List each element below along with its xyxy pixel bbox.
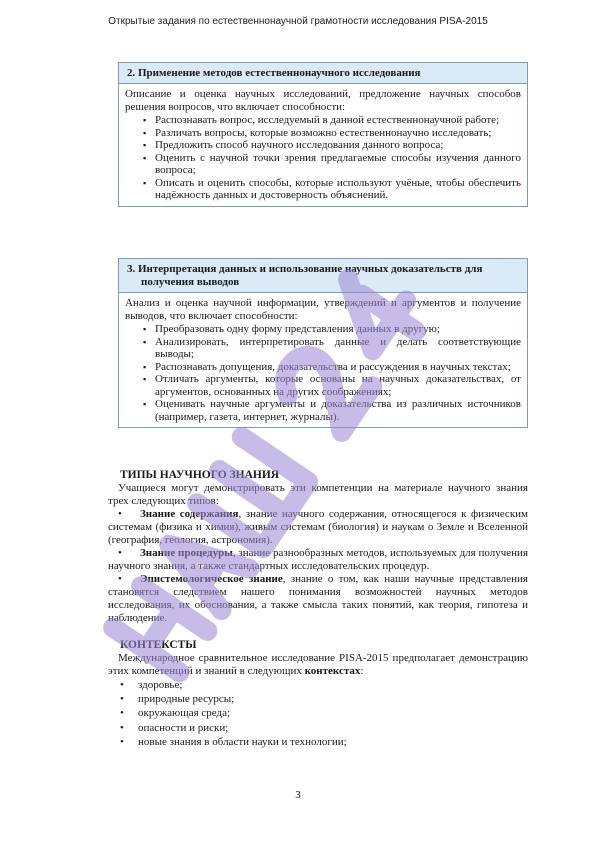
bullet: • <box>118 573 122 585</box>
list-item: ▪ Предложить способ научного исследования данного вопроса; <box>125 139 521 152</box>
bullet: • <box>118 547 122 559</box>
list-item: ▪ Оценивать научные аргументы и доказательства из различных источников (например, газета, интернет, журналы). <box>125 398 521 423</box>
contexts-section <box>108 639 528 749</box>
list-item: • новые знания в области науки и технологии; <box>108 735 528 749</box>
list-item: • здоровье; <box>108 678 528 692</box>
section-intro: Учащиеся могут демонстрировать эти компетенции на материале научного знания трех следующих типов: <box>108 482 528 507</box>
knowledge-type-item <box>108 508 528 547</box>
list-item: ▪ Различать вопросы, которые возможно естественнонаучно исследовать; <box>125 127 521 140</box>
section-heading: КОНТЕКСТЫ <box>120 639 197 651</box>
box-title: 2. Применение методов естественнонаучного исследования <box>119 63 527 84</box>
term: Знание содержания <box>140 508 239 520</box>
definition: , знание о том, как наши научные представления становятся следствием нашего понимания возможностей научных методов исследования, их обоснования, а также смысла таких понятий, как теория, гипотеза и наблюдение. <box>108 573 528 624</box>
knowledge-types-section <box>108 469 528 625</box>
ability-list <box>125 323 521 423</box>
list-item: • опасности и риски; <box>108 721 528 735</box>
section-intro <box>108 652 528 678</box>
competency-box-2 <box>118 62 528 207</box>
intro-text: Международное сравнительное исследование PISA-2015 предполагает демонстрацию этих компетенций и знаний в следующих <box>108 652 528 677</box>
list-item: • природные ресурсы; <box>108 692 528 706</box>
box-body <box>119 84 527 206</box>
term: Эпистемологическое знание <box>140 573 283 585</box>
box-intro: Описание и оценка научных исследований, предложение научных способов решения вопросов, что включает способности: <box>125 88 521 113</box>
page-number: 3 <box>295 789 301 801</box>
knowledge-type-item <box>108 547 528 573</box>
definition: , знание научного содержания, относящегося к физическим системам (физика и химия), живым системам (биология) и наукам о Земле и Вселенной (география, геология, астрономия). <box>108 508 529 546</box>
list-item: ▪ Распознавать вопрос, исследуемый в данной естественнонаучной работе; <box>125 114 521 127</box>
knowledge-type-item <box>108 573 528 625</box>
box-intro: Анализ и оценка научной информации, утверждений и аргументов и получение выводов, что включает способности: <box>125 297 521 322</box>
competency-box-3 <box>118 258 528 428</box>
running-header: Открытые задания по естественнонаучной грамотности исследования PISA-2015 <box>108 16 488 27</box>
intro-end: : <box>360 665 364 677</box>
list-item: ▪ Преобразовать одну форму представления данных в другую; <box>125 323 521 336</box>
list-item: ▪ Анализировать, интерпретировать данные и делать соответствующие выводы; <box>125 336 521 361</box>
contexts-list <box>108 678 528 749</box>
term: Знание процедуры <box>140 547 233 559</box>
box-body <box>119 293 527 427</box>
definition: , знание разнообразных методов, используемых для получения научного знания, а также стандартных исследовательских процедур. <box>108 547 528 572</box>
list-item: ▪ Описать и оценить способы, которые используют учёные, чтобы обеспечить надёжность данных и достоверность объяснений. <box>125 177 521 202</box>
list-item: ▪ Отличать аргументы, которые основаны на научных доказательствах, от аргументов, основанных на других соображениях; <box>125 373 521 398</box>
ability-list <box>125 114 521 202</box>
list-item: ▪ Оценить с научной точки зрения предлагаемые способы изучения данного вопроса; <box>125 152 521 177</box>
section-heading: ТИПЫ НАУЧНОГО ЗНАНИЯ <box>120 469 280 481</box>
box-title: 3. Интерпретация данных и использование научных доказательств для получения выводов <box>119 259 527 293</box>
bullet: • <box>118 508 122 520</box>
intro-bold: контекстах <box>304 665 361 677</box>
list-item: ▪ Распознавать допущения, доказательства и рассуждения в научных текстах; <box>125 361 521 374</box>
list-item: • окружающая среда; <box>108 706 528 720</box>
